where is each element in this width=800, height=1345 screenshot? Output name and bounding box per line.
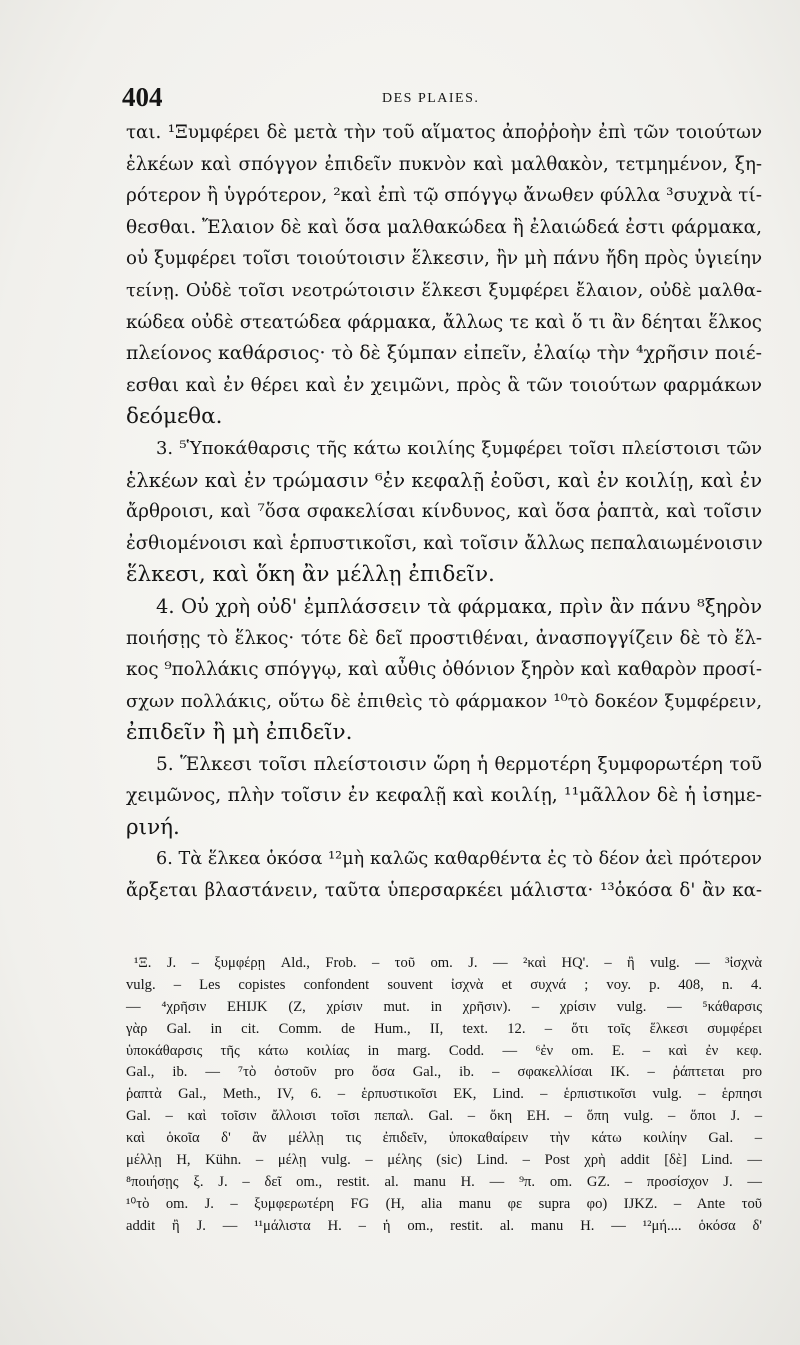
footnote-line: ῥαπτὰ Gal., Meth., IV, 6. – ἑρπυστικοῖσι EK, Lind. – ἑρπιστικοῖσι vulg. – ἑρπησι (126, 1086, 762, 1103)
text-line: θεσθαι. Ἔλαιον δὲ καὶ ὅσα μαλθακώδεα ἢ ἐλαιώδεά ἐστι φάρμακα, (126, 216, 762, 238)
main-text (126, 117, 762, 907)
text-line: δεόμεθα. (126, 404, 223, 430)
text-line: ποιήσῃς τὸ ἕλκος· τότε δὲ δεῖ προστιθέναι, ἀνασπογγίζειν δὲ τὸ ἕλ- (126, 627, 762, 649)
text-line: ρότερον ἢ ὑγρότερον, ²καὶ ἐπὶ τῷ σπόγγῳ ἄνωθεν φύλλα ³συχνὰ τί- (126, 185, 762, 207)
footnote-line: γὰρ Gal. in cit. Comm. de Hum., II, text. 12. – ὅτι τοῖς ἕλκεσι συμφέρει (126, 1020, 762, 1037)
text-line: πλείονος καθάρσιος· τὸ δὲ ξύμπαν εἰπεῖν, ἐλαίῳ τὴν ⁴χρῆσιν ποιέ- (126, 343, 762, 365)
text-line: ἑλκέων καὶ ἐν τρώμασιν ⁶ἐν κεφαλῇ ἐοῦσι, καὶ ἐν κοιλίῃ, καὶ ἐν (126, 468, 762, 492)
footnote-line: καὶ ὁκοῖα δ' ἂν μέλλῃ τις ἐπιδεῖν, ὑποκαθαίρειν τὴν κάτω κοιλίην Gal. – (126, 1130, 762, 1147)
text-line: ἄρξεται βλαστάνειν, ταῦτα ὑπερσαρκέει μάλιστα· ¹³ὁκόσα δ' ἂν κα- (126, 880, 762, 902)
footnote-line: μέλλῃ H, Kühn. – μέλῃ vulg. – μέλης (sic) Lind. – Post χρὴ addit [δὲ] Lind. — (126, 1152, 762, 1169)
text-line: ἐσθιομένοισι καὶ ἑρπυστικοῖσι, καὶ τοῖσιν ἄλλως πεπαλαιωμένοισιν (126, 532, 763, 554)
section-3-start: 3. ⁵Ὑποκάθαρσις τῆς κάτω κοιλίης ξυμφέρει τοῖσι πλείστοισι τῶν (156, 437, 762, 459)
text-line: εσθαι καὶ ἐν θέρει καὶ ἐν χειμῶνι, πρὸς ἃ τῶν τοιούτων φαρμάκων (126, 374, 762, 396)
footnote-line: ⁸ποιήσῃς ξ. J. – δεῖ om., restit. al. manu H. — ⁹π. om. GZ. – προσίσχον J. — (126, 1173, 762, 1190)
text-line: ἑλκέων καὶ σπόγγον ἐπιδεῖν πυκνὸν καὶ μαλθακὸν, τετμημένον, ξη- (126, 153, 762, 175)
footnote-line: ¹⁰τὸ om. J. – ξυμφερωτέρη FG (H, alia manu φε supra φο) IJKZ. – Ante τοῦ (126, 1195, 762, 1212)
footnote-line: Gal., ib. — ⁷τὸ ὀστοῦν pro ὅσα Gal., ib. – σφακελλίσαι IK. – ῥάπτεται pro (126, 1064, 762, 1081)
section-4-start: 4. Οὐ χρὴ οὐδ' ἐμπλάσσειν τὰ φάρμακα, πρὶν ἂν πάνυ ⁸ξηρὸν (156, 594, 762, 618)
section-5-start: 5. Ἕλκεσι τοῖσι πλείστοισιν ὥρη ἡ θερμοτέρη ξυμφορωτέρη τοῦ (156, 753, 762, 775)
text-line: ἐπιδεῖν ἢ μὴ ἐπιδεῖν. (126, 720, 353, 746)
text-line: σχων πολλάκις, οὕτω δὲ ἐπιθεὶς τὸ φάρμακον ¹⁰τὸ δοκέον ξυμφέρειν, (126, 690, 762, 712)
footnotes (126, 953, 762, 1238)
section-6-start: 6. Τὰ ἕλκεα ὁκόσα ¹²μὴ καλῶς καθαρθέντα ἐς τὸ δέον ἀεὶ πρότερον (156, 848, 762, 869)
text-line: ρινή. (126, 815, 180, 841)
text-line: ἕλκεσι, καὶ ὅκη ἂν μέλλῃ ἐπιδεῖν. (126, 562, 495, 588)
text-line: τείνῃ. Οὐδὲ τοῖσι νεοτρώτοισιν ἕλκεσι ξυμφέρει ἔλαιον, οὐδὲ μαλθα- (126, 279, 762, 301)
page-header (120, 82, 760, 118)
footnote-line: ὑποκάθαρσις τῆς κάτω κοιλίας in marg. Codd. — ⁶ἐν om. E. – καὶ ἐν κεφ. (126, 1042, 762, 1059)
text-line: κος ⁹πολλάκις σπόγγῳ, καὶ αὖθις ὀθόνιον ξηρὸν καὶ καθαρὸν προσί- (126, 659, 762, 681)
text-line: κώδεα οὐδὲ στεατώδεα φάρμακα, ἄλλως τε καὶ ὅ τι ἂν δέηται ἕλκος (126, 311, 762, 333)
footnote-line: addit ἢ J. — ¹¹μάλιστα H. – ἡ om., restit. al. manu H. — ¹²μή.... ὁκόσα δ' (126, 1217, 762, 1234)
text-line: ται. ¹Ξυμφέρει δὲ μετὰ τὴν τοῦ αἵματος ἀποῤῥοὴν ἐπὶ τῶν τοιούτων (126, 122, 762, 143)
text-line: ἄρθροισι, καὶ ⁷ὅσα σφακελίσαι κίνδυνος, καὶ ὅσα ῥαπτὰ, καὶ τοῖσιν (126, 501, 762, 523)
footnote-line: Gal. – καὶ τοῖσιν ἄλλοισι τοῖσι πεπαλ. Gal. – ὅκη EH. – ὅπη vulg. – ὅποι J. – (126, 1108, 762, 1125)
footnote-line: — ⁴χρῆσιν EHIJK (Z, χρίσιν mut. in χρῆσιν). – χρίσιν vulg. — ⁵κάθαρσις (126, 998, 762, 1015)
running-head: DES PLAIES. (382, 91, 480, 106)
text-line: χειμῶνος, πλὴν τοῖσιν ἐν κεφαλῇ καὶ κοιλίῃ, ¹¹μᾶλλον δὲ ἡ ἰσημε- (126, 785, 762, 807)
footnote-line: ¹Ξ. J. – ξυμφέρῃ Ald., Frob. – τοῦ om. J. — ²καὶ HQ'. – ἢ vulg. — ³ἰσχνὰ (134, 955, 762, 971)
text-line: οὐ ξυμφέρει τοῖσι τοιούτοισιν ἕλκεσιν, ἢν μὴ πάνυ ἤδη πρὸς ὑγιείην (126, 248, 762, 270)
page-number: 404 (122, 82, 163, 112)
footnote-line: vulg. – Les copistes confondent souvent ἰσχνὰ et συχνά ; voy. p. 408, n. 4. (126, 976, 762, 993)
